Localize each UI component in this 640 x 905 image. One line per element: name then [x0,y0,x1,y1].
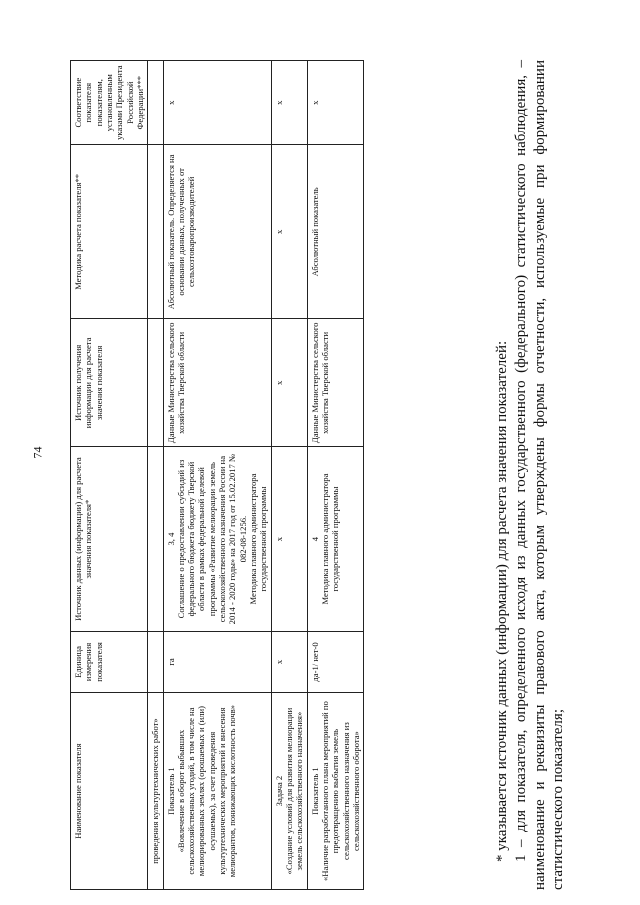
indicator-cell [307,693,364,890]
table-section-row [148,61,163,890]
header-method: Методика расчета показателя** [71,145,148,319]
table-row [163,61,271,890]
source-code: 3, 4 [165,532,176,546]
source-text: Методика главного администратора государственной программы [319,473,341,605]
indicator-cell [271,693,307,890]
unit-cell: да-1/ нет-0 [307,631,364,692]
info-source-cell: Данные Министерства сельского хозяйства Тверской области [163,319,271,447]
source-text-2: Методика главного администратора государственной программы [248,473,269,605]
footnote-2: 1 – для показателя, определенного исходя из данных государственного (федерального) статистического наблюдения, – наименование и реквизиты правового акта, которым утверждены формы отчетности, используемые при формировании статистического показателя; [512,60,567,890]
data-source-cell [163,447,271,631]
header-data-source: Источник данных (информации) для расчета значения показателя* [71,447,148,631]
table-row [271,61,307,890]
indicator-title: Показатель 1 [165,767,176,815]
page-number: 74 [30,446,45,459]
unit-cell: х [271,631,307,692]
data-source-cell: х [271,447,307,631]
source-code: 4 [309,536,320,542]
info-source-cell: х [271,319,307,447]
header-indicator-name: Наименование показателя [71,693,148,890]
indicator-text: «Наличие разработанного плана мероприятий по предотвращению выбытия земель сельскохозяйственного назначения из сельскохозяйственного оборота» [319,701,361,881]
info-source-cell: Данные Министерства сельского хозяйства Тверской области [307,319,364,447]
footnotes [493,60,568,890]
indicator-cell [163,693,271,890]
table-row [307,61,364,890]
table-header-row [71,61,148,890]
method-cell: х [271,145,307,319]
indicators-table [70,60,364,890]
indicator-text: «Вовлечение в оборот выбывших сельскохозяйственных угодий, в том числе на мелиорированных землях (орошаемых и (или) осушаемых), за счет проведения культуртехнических мероприятий и внесения мелиорантов, понижающих кислотность почв» [175,704,238,878]
indicator-title: Показатель 1 [309,767,320,815]
indicator-text: «Создание условий для развития мелиорации земель сельскохозяйственного назначения» [283,707,305,875]
compliance-cell: х [271,61,307,145]
header-compliance: Соответствие показателя показателям, установленным указами Президента Российской Федерации*** [71,61,148,145]
rotated-content [70,60,630,890]
compliance-cell: х [307,61,364,145]
data-source-cell [307,447,364,631]
method-cell: Абсолютный показатель [307,145,364,319]
compliance-cell: х [163,61,271,145]
indicator-title: Задача 2 [273,775,284,807]
header-info-source: Источник получения информации для расчета значения показателя [71,319,148,447]
header-unit: Единица измерения показателя [71,631,148,692]
source-text: Соглашение о предоставлении субсидий из федерального бюджета бюджету Тверской области в рамках федеральной целевой программы «Развитие мелиорации земель сельскохозяйственного назначения России на 2014 - 2020 годы» на 2017 год от 15.02.2017 № 082-08-1256. [175,453,248,625]
method-cell: Абсолютный показатель. Определяется на основании данных, полученных от сельхозтоваропроизводителей [163,145,271,319]
section-cell: проведения культуртехнических работ» [148,693,163,890]
unit-cell: га [163,631,271,692]
footnote-1: * указывается источник данных (информации) для расчета значения показателей: [494,340,510,862]
